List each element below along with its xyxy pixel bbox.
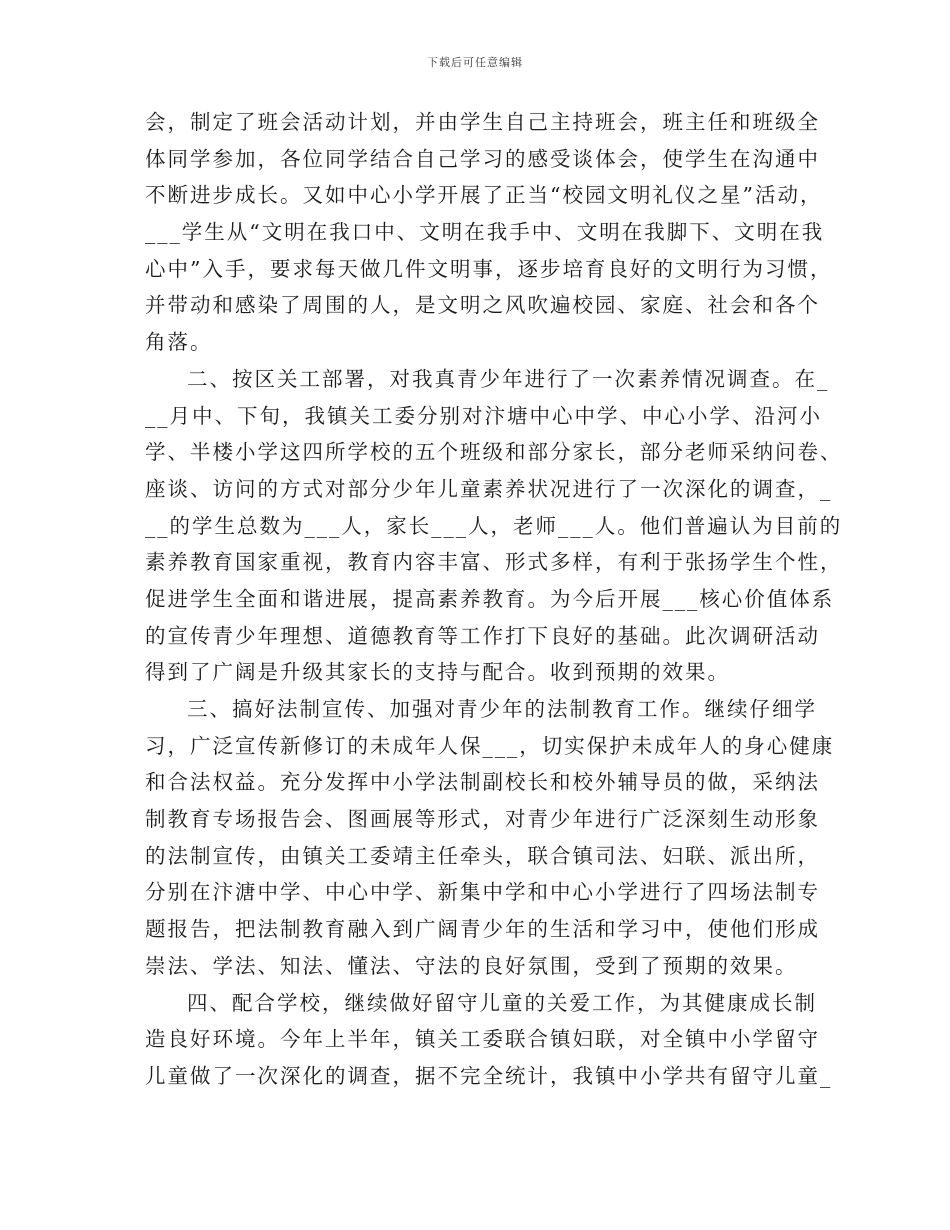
- text-line: 心中”入手，要求每天做几件文明事，逐步培育良好的文明行为习惯，: [145, 256, 833, 281]
- page-header-note: 下载后可任意编辑: [427, 56, 523, 69]
- paragraph-4-start: 四、配合学校，继续做好留守儿童的关爱工作，为其健康成长制: [187, 990, 817, 1015]
- text-line: 造良好环境。今年上半年，镇关工委联合镇妇联，对全镇中小学留守: [145, 1027, 820, 1052]
- text-line: 学、半楼小学这四所学校的五个班级和部分家长，部分老师采纳问卷、: [145, 440, 843, 465]
- text-line: 素养教育国家重视，教育内容丰富、形式多样，有利于张扬学生个性，: [145, 550, 843, 575]
- text-line: ___学生从“文明在我口中、文明在我手中、文明在我脚下、文明在我: [145, 220, 825, 245]
- text-line: 会，制定了班会活动计划，并由学生自己主持班会，班主任和班级全: [145, 110, 820, 134]
- text-line: 并带动和感染了周围的人，是文明之风吹遍校园、家庭、社会和各个: [145, 293, 820, 318]
- text-line: 题报告，把法制教育融入到广阔青少年的生活和学习中，使他们形成: [145, 917, 820, 942]
- text-line: 不断进步成长。又如中心小学开展了正当“校园文明礼仪之星”活动，: [145, 183, 823, 208]
- text-line: 促进学生全面和谐进展，提高素养教育。为今后开展___核心价值体系: [145, 586, 835, 611]
- text-line: 习，广泛宣传新修订的未成年人保___，切实保护未成年人的身心健康: [145, 733, 835, 758]
- text-line: 座谈、访问的方式对部分少年儿童素养状况进行了一次深化的调查，_: [145, 476, 833, 501]
- text-line: 儿童做了一次深化的调查，据不完全统计，我镇中小学共有留守儿童_: [145, 1063, 833, 1088]
- text-line: 崇法、学法、知法、懂法、守法的良好氛围，受到了预期的效果。: [145, 953, 798, 978]
- text-line: 分别在汴溏中学、中心中学、新集中学和中心小学进行了四场法制专: [145, 880, 820, 905]
- text-line: 角落。: [145, 330, 213, 355]
- paragraph-2-start: 二、按区关工部署，对我真青少年进行了一次素养情况调查。在_: [187, 366, 830, 391]
- document-body: [145, 104, 843, 1095]
- text-line: 体同学参加，各位同学结合自己学习的感受谈体会，使学生在沟通中: [145, 146, 820, 171]
- text-line: __的学生总数为___人，家长___人，老师___人。他们普遍认为目前的: [145, 513, 843, 538]
- text-line: 的宣传青少年理想、道德教育等工作打下良好的基础。此次调研活动: [145, 623, 820, 648]
- text-line: __月中、下旬，我镇关工委分别对汴塘中心中学、中心小学、沿河小: [145, 403, 822, 428]
- text-line: 的法制宣传，由镇关工委靖主任牵头，联合镇司法、妇联、派出所，: [145, 843, 820, 868]
- text-line: 和合法权益。充分发挥中小学法制副校长和校外辅导员的做，采纳法: [145, 770, 820, 795]
- paragraph-3-start: 三、搞好法制宣传、加强对青少年的法制教育工作。继续仔细学: [187, 697, 817, 721]
- text-line: 制教育专场报告会、图画展等形式，对青少年进行广泛深刻生动形象: [145, 807, 820, 832]
- text-line: 得到了广阔是升级其家长的支持与配合。收到预期的效果。: [145, 660, 730, 685]
